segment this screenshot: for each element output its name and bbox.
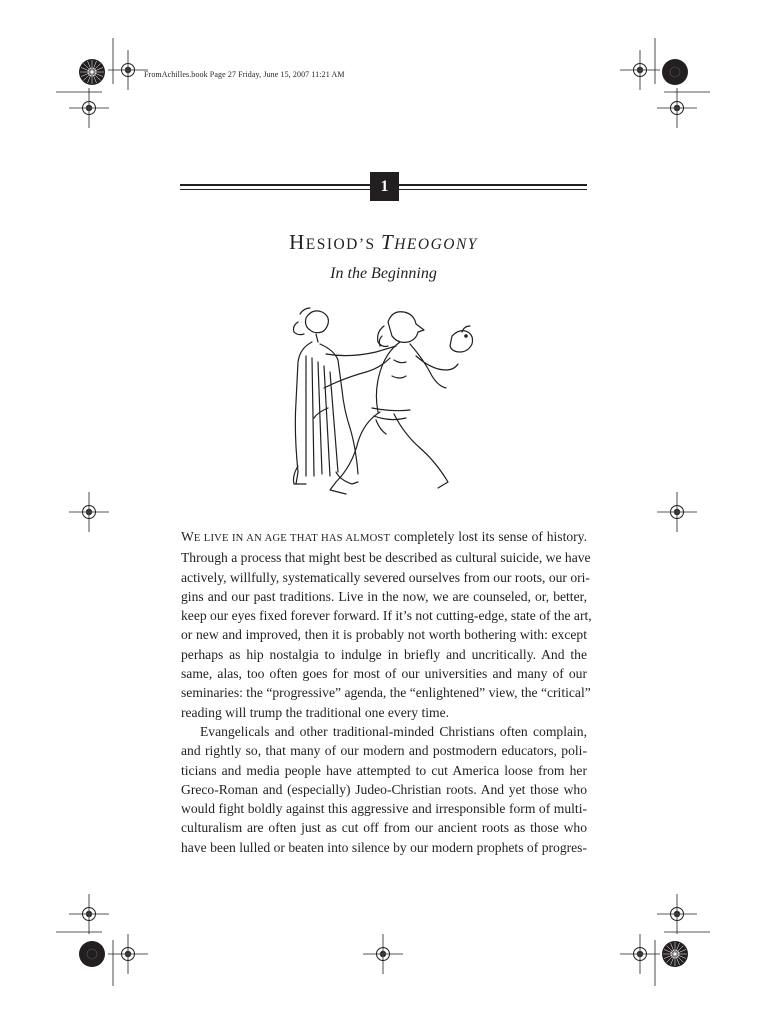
- text-line: keep our eyes fixed forever forward. If it’s not cutting-edge, state of the art,: [181, 608, 592, 624]
- chapter-number: 1: [370, 172, 399, 201]
- lead-smallcaps: E LIVE IN AN AGE THAT HAS ALMOST: [193, 533, 391, 544]
- title-italic-rest: HEOGONY: [394, 236, 478, 253]
- lead-rest: completely lost its sense of history.: [390, 529, 587, 544]
- text-line: and rightly so, that many of our modern and postmodern educators, poli-: [181, 743, 587, 759]
- text-line: perhaps as hip nostalgia to indulge in briefly and uncritically. And the: [181, 646, 587, 662]
- text-line: Greco-Roman and (especially) Judeo-Christian roots. And yet those who: [181, 781, 587, 797]
- text-line: have been lulled or beaten into silence by our modern prophets of progres-: [181, 839, 587, 855]
- chapter-body-text: [181, 527, 592, 857]
- text-line: would fight boldly against this aggressive and irresponsible form of multi-: [181, 801, 587, 817]
- text-line: ticians and media people have attempted to cut America loose from her: [181, 762, 587, 778]
- text-line: same, alas, too often goes for most of our universities and many of our: [181, 666, 587, 682]
- text-line: Through a process that might best be described as cultural suicide, we have: [181, 550, 591, 566]
- text-line: culturalism are often just as cut off from our ancient roots as those who: [181, 820, 587, 836]
- lead-initial: W: [181, 529, 194, 544]
- slug-line: FromAchilles.book Page 27 Friday, June 15, 2007 11:21 AM: [144, 70, 345, 79]
- paragraph-1-first-line: [181, 527, 587, 548]
- text-line: or new and improved, then it is probably not worth bothering with: except: [181, 627, 587, 643]
- title-italic-initial: T: [381, 230, 395, 254]
- chapter-title: [180, 230, 587, 255]
- text-line: gins and our past traditions. Live in the now, we are counseled, or, better,: [181, 588, 587, 604]
- text-line: seminaries: the “progressive” agenda, the “enlightened” view, the “critical”: [181, 685, 591, 701]
- text-line: reading will trump the traditional one every time.: [181, 704, 450, 720]
- title-smallcaps: ESIOD’S: [305, 236, 382, 253]
- title-initial: H: [289, 230, 306, 254]
- paragraph-2-first-line: Evangelicals and other traditional-minded Christians often complain,: [200, 723, 587, 739]
- greek-vase-figures-illustration: [276, 296, 494, 512]
- chapter-rule: [180, 172, 587, 202]
- chapter-subtitle: In the Beginning: [330, 265, 437, 282]
- text-line: actively, willfully, systematically severed ourselves from our roots, our ori-: [181, 569, 590, 585]
